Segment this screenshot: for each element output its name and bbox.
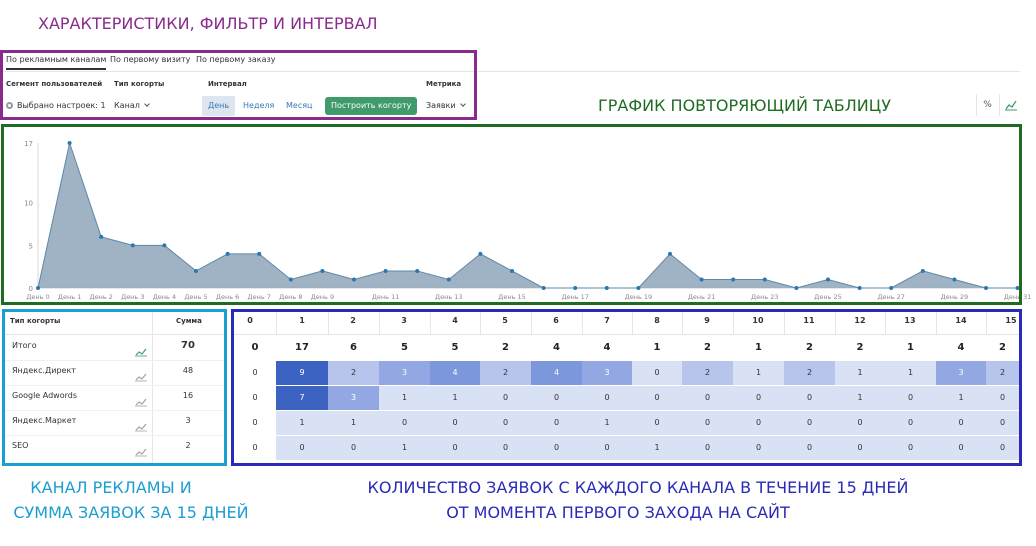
data-point [68, 141, 72, 145]
data-cell: 1 [835, 386, 885, 410]
interval-day-button[interactable]: День [202, 96, 235, 116]
data-cell: 2 [682, 361, 733, 385]
data-cell: 0 [682, 411, 733, 435]
total-cell: 1 [653, 342, 661, 353]
data-cell: 1 [632, 436, 682, 460]
data-point [384, 269, 388, 273]
data-cell: 0 [986, 411, 1019, 435]
y-tick-label: 10 [24, 199, 33, 208]
data-cell: 0 [379, 411, 430, 435]
data-cell: 0 [276, 436, 328, 460]
day-header: 12 [854, 316, 866, 325]
total-cell: 5 [451, 342, 459, 353]
data-cell: 1 [835, 361, 885, 385]
total-cell: 6 [350, 342, 357, 353]
data-point [99, 235, 103, 239]
segment-value: Выбрано настроек: 1 [17, 101, 106, 110]
day-header: 4 [452, 316, 458, 325]
annotation-grid-line1: КОЛИЧЕСТВО ЗАЯВОК С КАЖДОГО КАНАЛА В ТЕЧЕНИЕ 15 ДНЕЙ [367, 478, 909, 497]
data-cell: 0 [936, 436, 986, 460]
data-cell: 0 [835, 436, 885, 460]
data-cell: 0 [632, 386, 682, 410]
data-cell: 1 [430, 386, 480, 410]
day-header: 7 [604, 316, 610, 325]
y-tick-label: 5 [28, 242, 33, 251]
data-cell: 1 [582, 411, 632, 435]
data-cell: 1 [885, 361, 936, 385]
annotation-channels-line1: КАНАЛ РЕКЛАМЫ И [30, 478, 192, 497]
day-header: 10 [752, 316, 764, 325]
data-point [226, 252, 230, 256]
column-divider [152, 312, 153, 463]
x-tick-label: День 31 [1003, 293, 1032, 301]
x-tick-label: День 9 [310, 293, 335, 301]
tab-first-order[interactable]: По первому заказу [196, 55, 276, 64]
data-point [889, 286, 893, 290]
data-point [352, 277, 356, 281]
x-tick-label: День 25 [814, 293, 842, 301]
x-tick-label: День 7 [247, 293, 271, 301]
day-header: 0 [247, 316, 253, 325]
data-cell: 1 [379, 386, 430, 410]
data-point [289, 277, 293, 281]
build-cohort-button[interactable]: Построить когорту [325, 97, 417, 115]
data-cell: 0 [986, 436, 1019, 460]
row-sum: 70 [181, 340, 195, 351]
column-divider [986, 312, 987, 334]
x-tick-label: День 4 [152, 293, 177, 301]
data-cell: 0 [328, 436, 379, 460]
column-divider [784, 312, 785, 334]
data-cell: 0 [986, 386, 1019, 410]
data-cell: 9 [276, 361, 328, 385]
data-point [984, 286, 988, 290]
column-divider [531, 312, 532, 334]
data-cell: 2 [986, 361, 1019, 385]
data-cell: 0 [430, 411, 480, 435]
data-point [668, 252, 672, 256]
data-cell: 0 [784, 436, 835, 460]
line-chart-icon[interactable] [135, 392, 147, 400]
head-sum: Сумма [176, 317, 202, 325]
total-cell: 4 [603, 342, 611, 353]
data-cell: 1 [936, 386, 986, 410]
data-cell: 0 [252, 393, 258, 402]
data-point [510, 269, 514, 273]
segment-label: Сегмент пользователей [6, 80, 103, 88]
y-tick-label: 17 [24, 140, 33, 148]
day-header: 6 [553, 316, 559, 325]
column-divider [328, 312, 329, 334]
annotation-grid-line2: ОТ МОМЕНТА ПЕРВОГО ЗАХОДА НА САЙТ [446, 503, 790, 522]
column-divider [733, 312, 734, 334]
total-cell: 1 [907, 342, 914, 353]
data-point [731, 277, 735, 281]
data-point [763, 277, 767, 281]
data-cell: 0 [835, 411, 885, 435]
data-cell: 0 [531, 436, 582, 460]
data-cell: 0 [582, 436, 632, 460]
data-point [478, 252, 482, 256]
head-cohort-type: Тип когорты [10, 317, 61, 325]
total-cell: 2 [856, 342, 864, 353]
data-cell: 0 [784, 411, 835, 435]
data-cell: 0 [682, 436, 733, 460]
x-tick-label: День 8 [279, 293, 303, 301]
data-cell: 2 [328, 361, 379, 385]
interval-week-button[interactable]: Неделя [243, 101, 275, 110]
metric-value: Заявки [426, 101, 456, 110]
x-tick-label: День 15 [498, 293, 526, 301]
data-point [826, 277, 830, 281]
column-divider [480, 312, 481, 334]
day-header: 8 [654, 316, 660, 325]
data-cell: 0 [885, 436, 936, 460]
x-tick-label: День 29 [940, 293, 969, 301]
data-point [952, 277, 956, 281]
line-chart-icon[interactable] [135, 342, 147, 350]
total-cell: 2 [806, 342, 813, 353]
total-cell: 0 [251, 342, 259, 353]
day-header: 5 [502, 316, 508, 325]
cohort-type-label: Тип когорты [114, 80, 165, 88]
x-tick-label: День 5 [184, 293, 208, 301]
day-header: 11 [803, 316, 815, 325]
data-cell: 0 [632, 361, 682, 385]
data-cell: 2 [480, 361, 531, 385]
data-point [605, 286, 609, 290]
annotation-filters: ХАРАКТЕРИСТИКИ, ФИЛЬТР И ИНТЕРВАЛ [38, 14, 378, 33]
x-tick-label: День 17 [561, 293, 589, 301]
data-point [415, 269, 419, 273]
data-cell: 0 [885, 411, 936, 435]
data-cell: 0 [632, 411, 682, 435]
data-cell: 3 [328, 386, 379, 410]
column-divider [682, 312, 683, 334]
percent-toggle-button[interactable]: % [976, 94, 998, 116]
day-header: 9 [704, 316, 710, 325]
data-cell: 0 [682, 386, 733, 410]
row-divider [5, 385, 224, 386]
row-name: Яндекс.Маркет [12, 416, 77, 425]
metric-label: Метрика [426, 80, 462, 88]
annotation-channels-line2: СУММА ЗАЯВОК ЗА 15 ДНЕЙ [13, 503, 249, 522]
data-point [794, 286, 798, 290]
data-point [36, 286, 40, 290]
row-sum: 3 [185, 416, 191, 425]
total-cell: 5 [401, 342, 408, 353]
data-cell: 0 [885, 386, 936, 410]
column-divider [582, 312, 583, 334]
column-divider [276, 312, 277, 334]
x-tick-label: День 1 [57, 293, 82, 301]
total-cell: 4 [553, 342, 560, 353]
data-point [162, 243, 166, 247]
y-tick-label: 0 [28, 285, 33, 293]
day-header: 1 [299, 316, 305, 325]
data-point [320, 269, 324, 273]
data-cell: 0 [480, 411, 531, 435]
column-divider [835, 312, 836, 334]
data-cell: 0 [252, 443, 258, 452]
day-header: 15 [1005, 316, 1017, 325]
x-tick-label: День 6 [215, 293, 240, 301]
data-cell: 7 [276, 386, 328, 410]
day-header: 14 [955, 316, 967, 325]
interval-label: Интервал [208, 80, 247, 88]
data-cell: 0 [480, 386, 531, 410]
data-cell: 0 [531, 411, 582, 435]
tab-ad-channels[interactable]: По рекламным каналам [6, 55, 106, 70]
annotation-graph: ГРАФИК ПОВТОРЯЮЩИЙ ТАБЛИЦУ [598, 96, 891, 115]
row-name: Яндекс.Директ [12, 366, 76, 375]
data-cell: 1 [328, 411, 379, 435]
day-header: 2 [350, 316, 356, 325]
interval-month-button[interactable]: Месяц [286, 101, 313, 110]
data-cell: 0 [582, 386, 632, 410]
row-name: SEO [12, 441, 29, 450]
total-cell: 1 [755, 342, 762, 353]
x-tick-label: День 27 [877, 293, 905, 301]
total-cell: 2 [999, 342, 1006, 353]
data-point [921, 269, 925, 273]
row-divider [5, 360, 224, 361]
column-divider [632, 312, 633, 334]
row-divider [5, 435, 224, 436]
row-sum: 48 [182, 366, 194, 375]
data-cell: 0 [252, 418, 258, 427]
data-cell: 1 [276, 411, 328, 435]
line-chart-icon[interactable] [135, 367, 147, 375]
day-header: 13 [904, 316, 916, 325]
data-cell: 2 [784, 361, 835, 385]
data-cell: 3 [582, 361, 632, 385]
row-sum: 16 [182, 391, 194, 400]
data-cell: 3 [936, 361, 986, 385]
x-tick-label: День 23 [751, 293, 779, 301]
row-divider [5, 410, 224, 411]
data-cell: 0 [480, 436, 531, 460]
x-tick-label: День 11 [371, 293, 400, 301]
cohort-type-value: Канал [114, 101, 140, 110]
data-point [447, 277, 451, 281]
data-cell: 0 [784, 386, 835, 410]
data-point [700, 277, 704, 281]
x-tick-label: День 13 [435, 293, 463, 301]
x-tick-label: День 19 [624, 293, 653, 301]
data-point [257, 252, 261, 256]
line-chart-icon[interactable] [135, 442, 147, 450]
row-sum: 2 [185, 441, 191, 450]
x-tick-label: День 21 [687, 293, 716, 301]
x-tick-label: День 0 [26, 293, 50, 301]
row-name: Google Adwords [12, 391, 77, 400]
data-cell: 0 [936, 411, 986, 435]
data-cell: 4 [430, 361, 480, 385]
series-area [38, 143, 1018, 288]
tab-first-visit[interactable]: По первому визиту [110, 55, 191, 64]
data-point [858, 286, 862, 290]
data-cell: 0 [733, 411, 784, 435]
x-tick-label: День 2 [89, 293, 113, 301]
data-point [573, 286, 577, 290]
data-point [636, 286, 640, 290]
total-cell: 4 [957, 342, 965, 353]
total-cell: 17 [295, 342, 309, 353]
column-divider [936, 312, 937, 334]
column-divider [379, 312, 380, 334]
data-cell: 0 [252, 368, 258, 377]
data-cell: 3 [379, 361, 430, 385]
data-cell: 4 [531, 361, 582, 385]
data-point [131, 243, 135, 247]
data-cell: 0 [733, 386, 784, 410]
column-divider [430, 312, 431, 334]
row-name: Итого [12, 341, 37, 350]
data-point [194, 269, 198, 273]
total-cell: 2 [704, 342, 711, 353]
data-point [1016, 286, 1020, 290]
data-cell: 1 [733, 361, 784, 385]
line-chart-icon[interactable] [135, 417, 147, 425]
row-divider [5, 334, 224, 335]
x-tick-label: День 3 [121, 293, 145, 301]
total-cell: 2 [502, 342, 509, 353]
data-cell: 0 [430, 436, 480, 460]
day-header: 3 [401, 316, 407, 325]
data-cell: 0 [531, 386, 582, 410]
column-divider [885, 312, 886, 334]
data-cell: 1 [379, 436, 430, 460]
data-point [542, 286, 546, 290]
data-cell: 0 [733, 436, 784, 460]
